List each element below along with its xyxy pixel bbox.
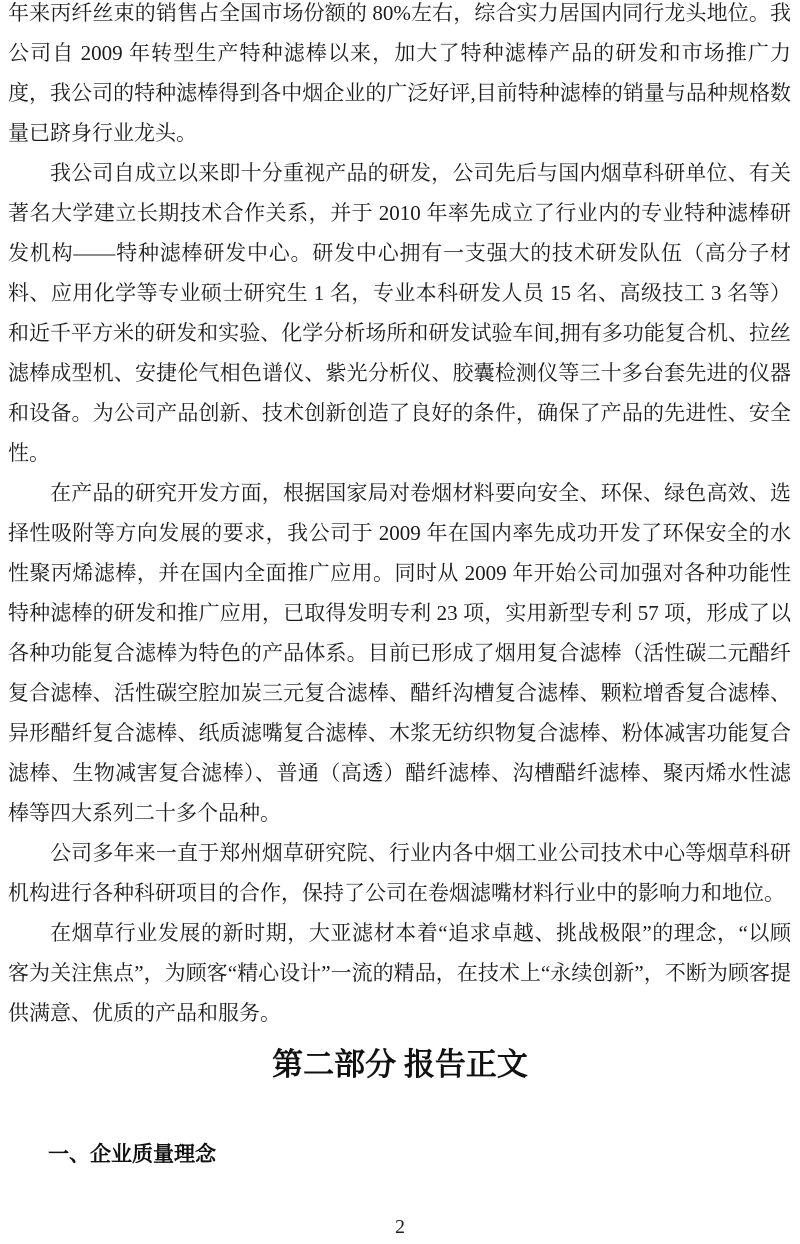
body-paragraph: 在烟草行业发展的新时期，大亚滤材本着“追求卓越、挑战极限”的理念，“以顾客为关注焦点”，为顾客“精心设计”一流的精品，在技术上“永续创新”，不断为顾客提供满意、优质的产品和服务。 bbox=[8, 921, 791, 1025]
body-paragraph: 年来丙纤丝束的销售占全国市场份额的 80%左右，综合实力居国内同行龙头地位。我公司自 2009 年转型生产特种滤棒以来，加大了特种滤棒产品的研发和市场推广力度，我公司的特种滤棒得到各中烟企业的广泛好评,目前特种滤棒的销量与品种规格数量已跻身行业龙头。 bbox=[8, 1, 791, 145]
body-paragraph: 公司多年来一直于郑州烟草研究院、行业内各中烟工业公司技术中心等烟草科研机构进行各种科研项目的合作，保持了公司在卷烟滤嘴材料行业中的影响力和地位。 bbox=[8, 841, 791, 905]
subsection-heading: 一、企业质量理念 bbox=[48, 1142, 216, 1166]
page-number: 2 bbox=[395, 1216, 405, 1238]
body-paragraph: 在产品的研究开发方面，根据国家局对卷烟材料要向安全、环保、绿色高效、选择性吸附等方向发展的要求，我公司于 2009 年在国内率先成功开发了环保安全的水性聚丙烯滤棒，并在国内全面推广应用。同时从 2009 年开始公司加强对各种功能性特种滤棒的研发和推广应用，已取得发明专利 23 项，实用新型专利 57 项，形成了以各种功能复合滤棒为特色的产品体系。目前已形成了烟用复合滤棒（活性碳二元醋纤复合滤棒、活性碳空腔加炭三元复合滤棒、醋纤沟槽复合滤棒、颗粒增香复合滤棒、异形醋纤复合滤棒、纸质滤嘴复合滤棒、木浆无纺织物复合滤棒、粉体减害功能复合滤棒、生物减害复合滤棒）、普通（高透）醋纤滤棒、沟槽醋纤滤棒、聚丙烯水性滤棒等四大系列二十多个品种。 bbox=[8, 481, 791, 825]
section-heading: 第二部分 报告正文 bbox=[272, 1047, 528, 1082]
body-paragraph: 我公司自成立以来即十分重视产品的研发，公司先后与国内烟草科研单位、有关著名大学建立长期技术合作关系，并于 2010 年率先成立了行业内的专业特种滤棒研发机构——特种滤棒研发中心。研发中心拥有一支强大的技术研发队伍（高分子材料、应用化学等专业硕士研究生 1 名，专业本科研发人员 15 名、高级技工 3 名等）和近千平方米的研发和实验、化学分析场所和研发试验车间,拥有多功能复合机、拉丝滤棒成型机、安捷伦气相色谱仪、紫光分析仪、胶囊检测仪等三十多台套先进的仪器和设备。为公司产品创新、技术创新创造了良好的条件，确保了产品的先进性、安全性。 bbox=[8, 161, 791, 465]
